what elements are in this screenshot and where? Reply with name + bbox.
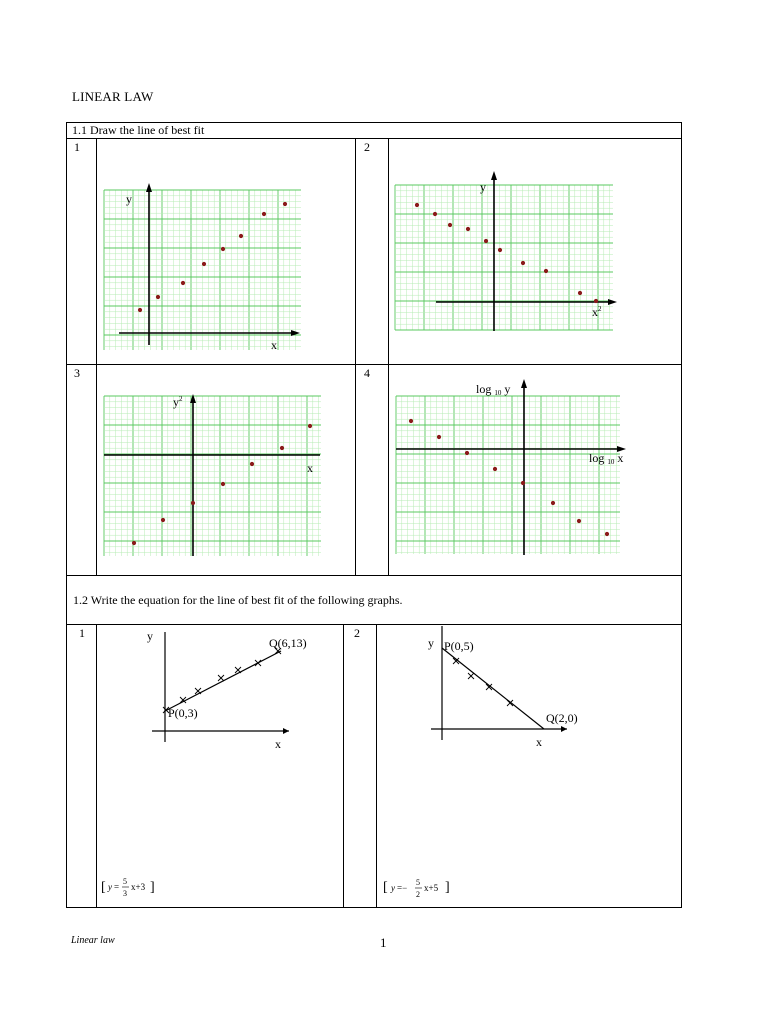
point-q-label: Q(6,13) xyxy=(269,636,307,650)
x-axis-label: x xyxy=(536,735,542,749)
section-heading-1-2: 1.2 Write the equation for the line of best fit of the following graphs. xyxy=(73,593,403,607)
answer-numerator: 5 xyxy=(123,877,127,886)
page-title: LINEAR LAW xyxy=(72,89,154,104)
y-axis-label: log 10 y xyxy=(476,382,511,397)
answer-text: x+5 xyxy=(424,883,439,893)
y-axis-label: $y^2$ xyxy=(173,395,183,409)
y-axis-label: y xyxy=(147,629,153,643)
bracket-open: [ xyxy=(101,880,106,895)
answer-text: = xyxy=(114,882,120,892)
question-number: 4 xyxy=(364,366,370,380)
answer-numerator: 5 xyxy=(416,878,420,887)
answer-denominator: 2 xyxy=(416,890,420,899)
x-axis-label: x xyxy=(275,737,281,751)
point-p-label: P(0,3) xyxy=(168,706,198,720)
question-number: 1 xyxy=(74,140,80,154)
question-number: 3 xyxy=(74,366,80,380)
bracket-close: ] xyxy=(445,880,450,895)
point-p-label: P(0,5) xyxy=(444,639,474,653)
x-axis-label: $x^2$ xyxy=(592,305,602,319)
section-heading-1-1: 1.1 Draw the line of best fit xyxy=(72,123,205,137)
answer-text: y xyxy=(391,883,395,893)
x-axis-label: x xyxy=(271,338,277,352)
page-number: 1 xyxy=(380,935,387,950)
answer-text: x+3 xyxy=(131,882,146,892)
y-axis-label: y xyxy=(126,192,132,206)
y-axis-label: y xyxy=(480,180,486,194)
point-q-label: Q(2,0) xyxy=(546,711,578,725)
answer-text: =− xyxy=(397,883,408,893)
bracket-close: ] xyxy=(150,880,155,895)
y-axis-label: y xyxy=(428,636,434,650)
x-axis-label: x xyxy=(307,461,313,475)
bracket-open: [ xyxy=(383,880,388,895)
question-number: 1 xyxy=(79,626,85,640)
answer-text: y xyxy=(108,882,112,892)
question-number: 2 xyxy=(364,140,370,154)
x-axis-label: log 10 x xyxy=(589,451,624,466)
answer-denominator: 3 xyxy=(123,889,127,898)
footer-title: Linear law xyxy=(71,935,115,946)
question-number: 2 xyxy=(354,626,360,640)
